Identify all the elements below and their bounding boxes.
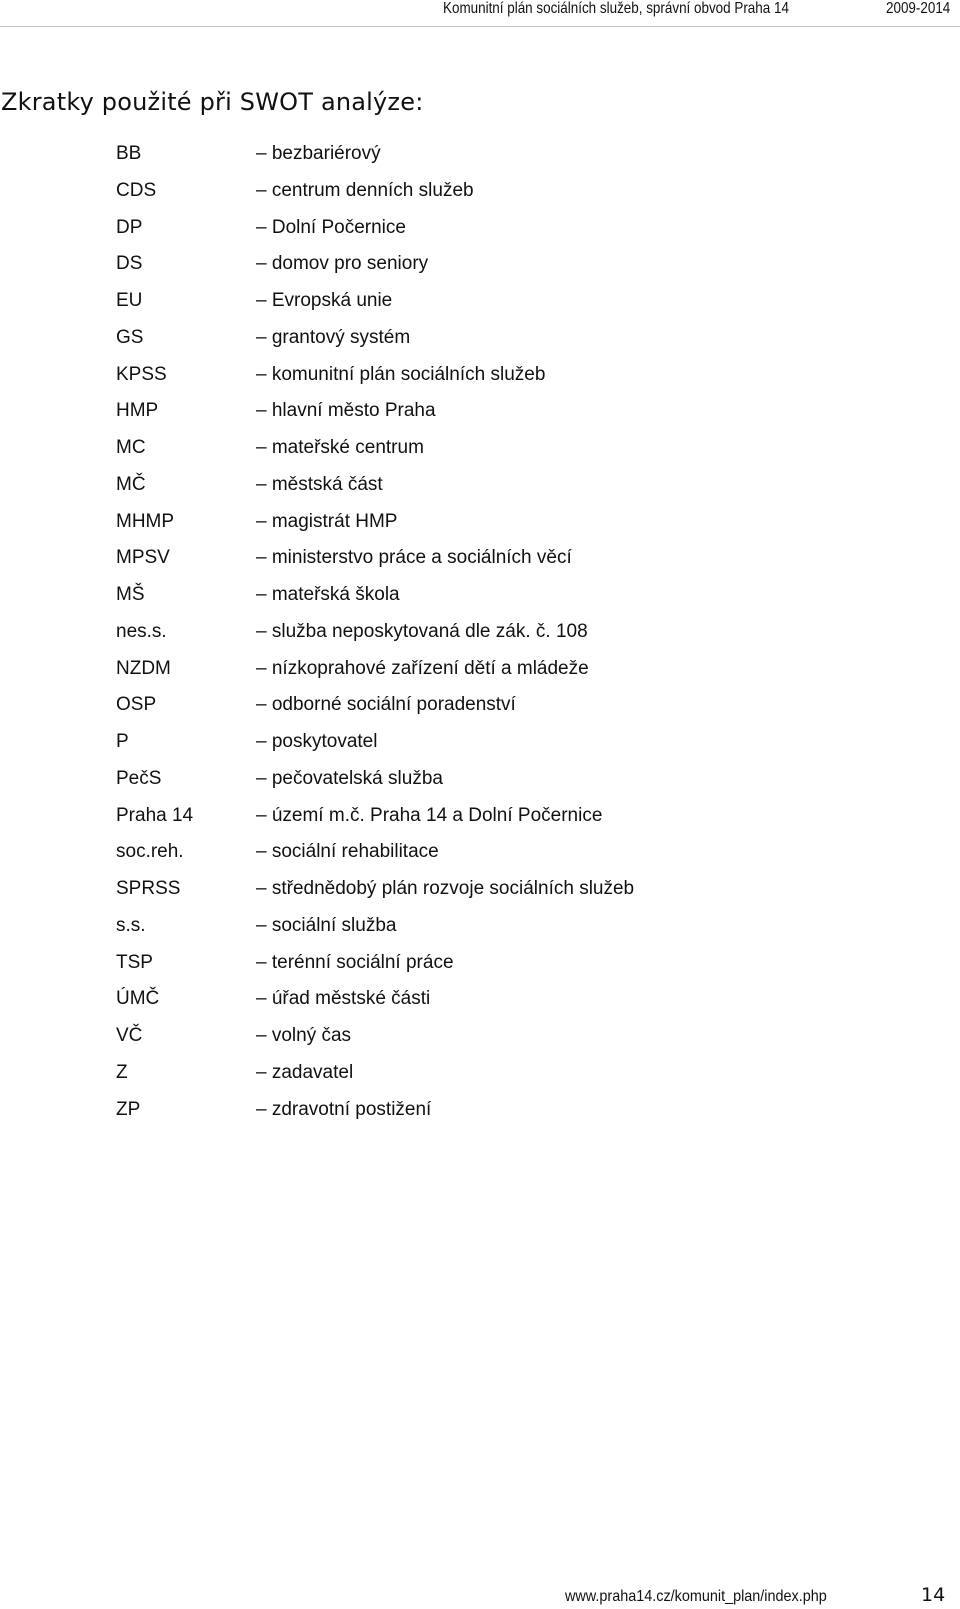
abbreviation: nes.s. [116,620,167,642]
abbreviation-row [116,804,816,841]
footer-url: www.praha14.cz/komunit_plan/index.php [565,1588,827,1605]
abbreviation-meaning: – poskytovatel [256,731,378,752]
abbreviation-row [116,546,816,583]
abbreviation: MČ [116,473,146,495]
abbreviation: VČ [116,1025,143,1046]
abbreviation-row [116,216,816,253]
abbreviation-meaning: – Evropská unie [256,290,393,311]
abbreviation: CDS [116,179,157,201]
running-header-title: Komunitní plán sociálních služeb, správní obvod Praha 14 [443,0,789,17]
abbreviation: NZDM [116,657,171,679]
abbreviation-meaning: – městská část [256,473,383,495]
abbreviation-meaning: – služba neposkytovaná dle zák. č. 108 [256,620,588,642]
abbreviation-row [116,657,816,694]
abbreviation-meaning: – hlavní město Praha [256,400,436,422]
abbreviation-row [116,399,816,436]
abbreviation-row [116,730,816,767]
header-divider [0,26,960,27]
abbreviation-meaning: – magistrát HMP [256,510,398,532]
abbreviation-row [116,1098,816,1135]
abbreviation-meaning: – pečovatelská služba [256,767,443,789]
abbreviation: DP [116,216,143,238]
abbreviation-meaning: – bezbariérový [256,143,381,164]
abbreviation-row [116,179,816,216]
abbreviation-meaning: – centrum denních služeb [256,179,474,201]
abbreviation: P [116,731,129,752]
abbreviation-meaning: – ministerstvo práce a sociálních věcí [256,547,572,569]
abbreviation: TSP [116,951,153,973]
abbreviation-meaning: – odborné sociální poradenství [256,694,516,716]
abbreviation-row [116,620,816,657]
abbreviation: BB [116,143,142,164]
page-number: 14 [921,1584,946,1606]
abbreviation: Praha 14 [116,804,194,826]
abbreviation-meaning: – střednědobý plán rozvoje sociálních služeb [256,878,635,899]
abbreviation: MŠ [116,584,145,605]
abbreviation: ZP [116,1098,141,1120]
abbreviation-row [116,693,816,730]
abbreviation-meaning: – volný čas [256,1025,352,1046]
abbreviation-meaning: – území m.č. Praha 14 a Dolní Počernice [256,804,603,826]
abbreviation-meaning: – Dolní Počernice [256,216,406,238]
abbreviation-row [116,473,816,510]
abbreviation-row [116,1061,816,1098]
abbreviation: MPSV [116,547,170,569]
abbreviation: KPSS [116,363,167,385]
abbreviation: soc.reh. [116,841,184,863]
abbreviation: EU [116,290,143,311]
abbreviation: MC [116,437,146,458]
abbreviation-meaning: – sociální rehabilitace [256,841,439,863]
abbreviation-row [116,326,816,363]
abbreviation-meaning: – komunitní plán sociálních služeb [256,363,546,385]
abbreviation-row [116,767,816,804]
abbreviation-row [116,987,816,1024]
abbreviation: MHMP [116,510,175,532]
abbreviation-meaning: – úřad městské části [256,988,431,1010]
abbreviation-row [116,436,816,473]
abbreviation-row [116,142,816,179]
abbreviation-meaning: – domov pro seniory [256,253,429,275]
abbreviation: ÚMČ [116,988,160,1010]
abbreviation-list [116,142,816,1134]
abbreviation-meaning: – zadavatel [256,1061,354,1083]
abbreviation: SPRSS [116,878,181,899]
abbreviation-row [116,510,816,547]
abbreviation: s.s. [116,914,146,936]
abbreviation: DS [116,253,143,275]
abbreviation-row [116,877,816,914]
abbreviation-meaning: – mateřská škola [256,584,400,605]
abbreviation-row [116,1024,816,1061]
abbreviation-row [116,289,816,326]
abbreviation-row [116,363,816,400]
running-header-years: 2009-2014 [886,0,951,17]
abbreviation: PečS [116,767,162,789]
abbreviation-row [116,951,816,988]
abbreviation: HMP [116,400,159,422]
abbreviation: Z [116,1061,128,1083]
section-heading: Zkratky použité při SWOT analýze: [1,88,424,116]
abbreviation-meaning: – nízkoprahové zařízení dětí a mládeže [256,657,589,679]
abbreviation-row [116,840,816,877]
abbreviation-meaning: – terénní sociální práce [256,951,454,973]
abbreviation: OSP [116,694,157,716]
abbreviation: GS [116,326,144,348]
abbreviation-meaning: – grantový systém [256,326,411,348]
abbreviation-meaning: – mateřské centrum [256,437,424,458]
abbreviation-meaning: – sociální služba [256,914,397,936]
abbreviation-row [116,914,816,951]
abbreviation-row [116,252,816,289]
abbreviation-meaning: – zdravotní postižení [256,1098,432,1120]
abbreviation-row [116,583,816,620]
